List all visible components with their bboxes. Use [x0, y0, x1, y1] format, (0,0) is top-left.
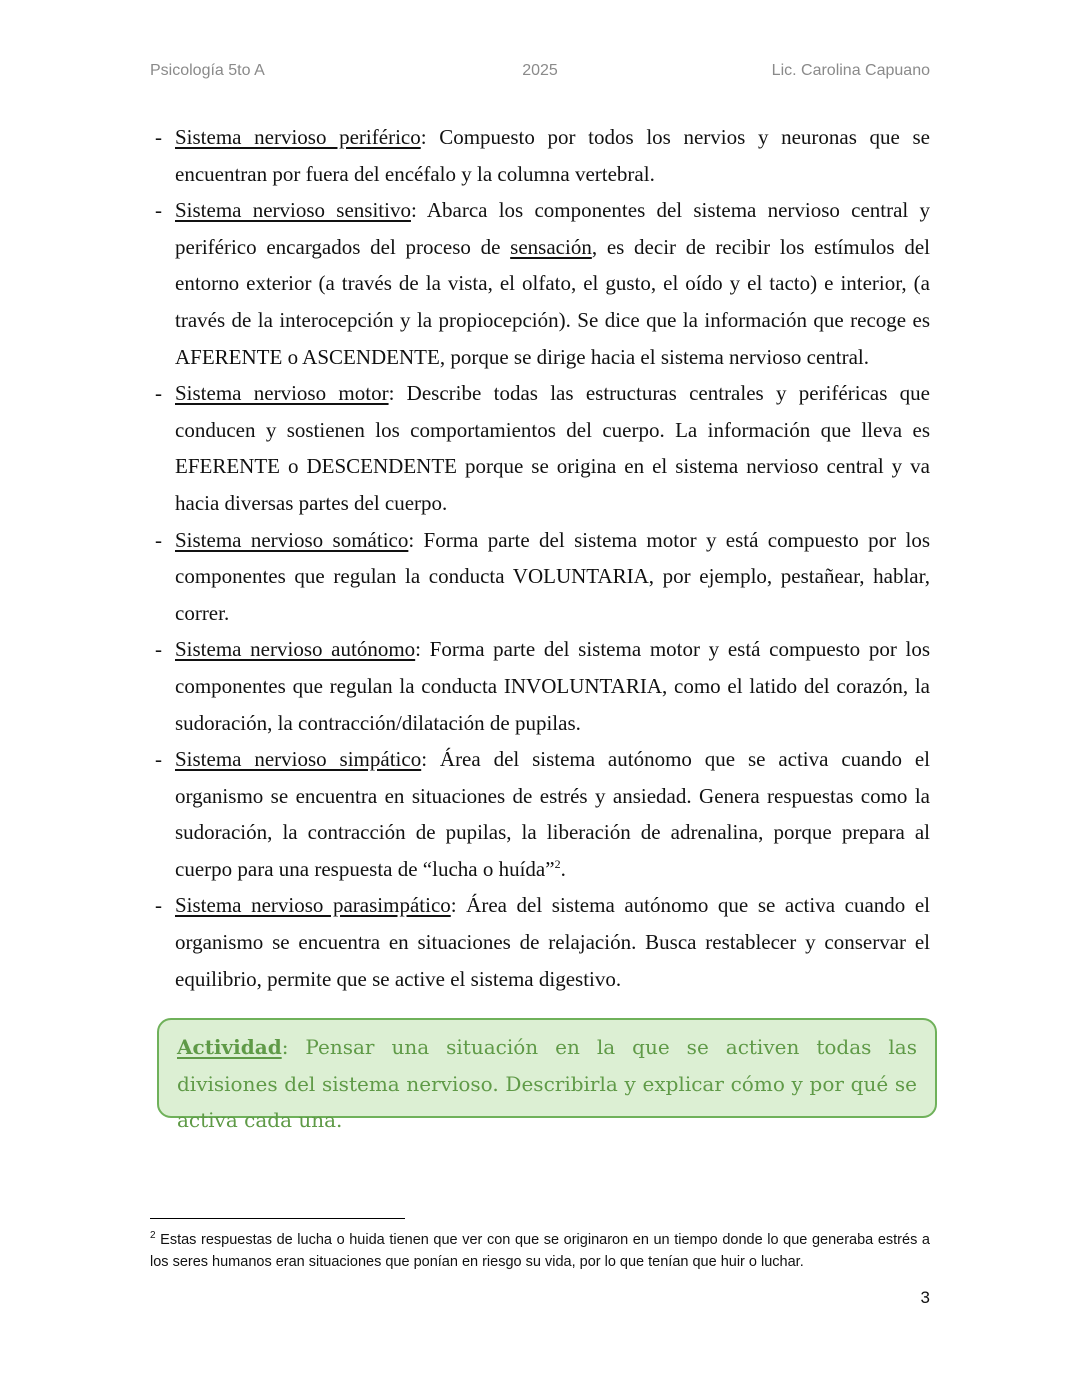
page-header — [150, 62, 930, 86]
header-year: 2025 — [522, 62, 558, 79]
list-item-somatic — [150, 522, 930, 632]
definitions-list — [150, 119, 930, 997]
header-course: Psicología 5to A — [150, 62, 265, 79]
definition-sensory-part1: : Abarca los componentes del sistema nervioso central y periférico encargados del proceso de — [175, 198, 930, 259]
definition-sympathetic: : Área del sistema autónomo que se activa cuando el organismo se encuentra en situaciones de estrés y ansiedad. Genera respuestas como la sudoración, la contracción de pupilas, la liberación de adrenalina, porque prepara al cuerpo para una respuesta de “lucha o huída” — [175, 747, 930, 881]
definition-sensory-part2: , es decir de recibir los estímulos del entorno exterior (a través de la vista, el olfato, el gusto, el oído y el tacto) e interior, (a través de la interocepción y la propiocepción). Se dice que la información que recoge es AFERENTE o ASCENDENTE, porque se dirige hacia el sistema nervioso central. — [175, 234, 931, 369]
term-sensory: Sistema nervioso sensitivo — [175, 198, 411, 223]
list-dash: - — [155, 125, 162, 149]
footnote-text: Estas respuestas de lucha o huida tienen que ver con que se originaron en un tiempo donde lo que generaba estrés a los seres humanos eran situaciones que ponían en riesgo su vida, por lo que tenían que huir o luchar. — [150, 1232, 930, 1270]
definition-parasympathetic: : Área del sistema autónomo que se activa cuando el organismo se encuentra en situaciones de relajación. Busca restablecer y conservar el equilibrio, permite que se active el sistema digestivo. — [175, 893, 930, 991]
list-dash: - — [155, 893, 162, 918]
list-dash: - — [155, 637, 162, 662]
list-item-parasympathetic — [150, 887, 930, 997]
footnote-number: 2 — [150, 1230, 156, 1242]
definition-motor: : Describe todas las estructuras centrales y periféricas que conducen y sostienen los comportamientos del cuerpo. La información que lleva es EFERENTE o DESCENDENTE porque se origina en el sistema nervioso central y va hacia diversas partes del cuerpo. — [175, 381, 930, 515]
term-autonomic: Sistema nervioso autónomo — [175, 637, 416, 662]
definition-sympathetic-end: . — [560, 856, 566, 881]
list-item-sympathetic — [150, 741, 930, 887]
term-parasympathetic: Sistema nervioso parasimpático — [175, 893, 451, 918]
footnote-reference[interactable]: 2 — [554, 856, 561, 871]
list-item-autonomic — [150, 631, 930, 741]
header-author: Lic. Carolina Capuano — [771, 62, 930, 79]
list-dash: - — [155, 527, 162, 552]
activity-label: Actividad — [177, 1035, 282, 1059]
list-item-peripheral — [150, 119, 930, 192]
list-dash: - — [155, 747, 162, 772]
definition-autonomic: : Forma parte del sistema motor y está compuesto por los componentes que regulan la conducta INVOLUNTARIA, como el latido del corazón, la sudoración, la contracción/dilatación de pupilas. — [175, 637, 930, 735]
term-sympathetic: Sistema nervioso simpático — [175, 747, 422, 772]
term-peripheral: Sistema nervioso periférico — [175, 125, 421, 149]
definition-peripheral: : Compuesto por todos los nervios y neuronas que se encuentran por fuera del encéfalo y la columna vertebral. — [175, 125, 931, 186]
list-dash: - — [155, 381, 162, 406]
footnote-separator — [150, 1218, 405, 1219]
underlined-sensacion: sensación — [510, 234, 592, 259]
list-item-sensory — [150, 192, 930, 375]
footnote — [150, 1229, 930, 1273]
definition-somatic: : Forma parte del sistema motor y está compuesto por los componentes que regulan la conducta VOLUNTARIA, por ejemplo, pestañear, hablar, correr. — [175, 527, 930, 625]
activity-text: : Pensar una situación en la que se activen todas las divisiones del sistema nervioso. Describirla y explicar cómo y por qué se activa cada una. — [177, 1035, 917, 1133]
term-somatic: Sistema nervioso somático — [175, 527, 409, 552]
activity-box — [157, 1018, 937, 1133]
list-dash: - — [155, 198, 162, 223]
list-item-motor — [150, 375, 930, 521]
term-motor: Sistema nervioso motor — [175, 381, 389, 406]
page-number: 3 — [920, 1288, 930, 1307]
